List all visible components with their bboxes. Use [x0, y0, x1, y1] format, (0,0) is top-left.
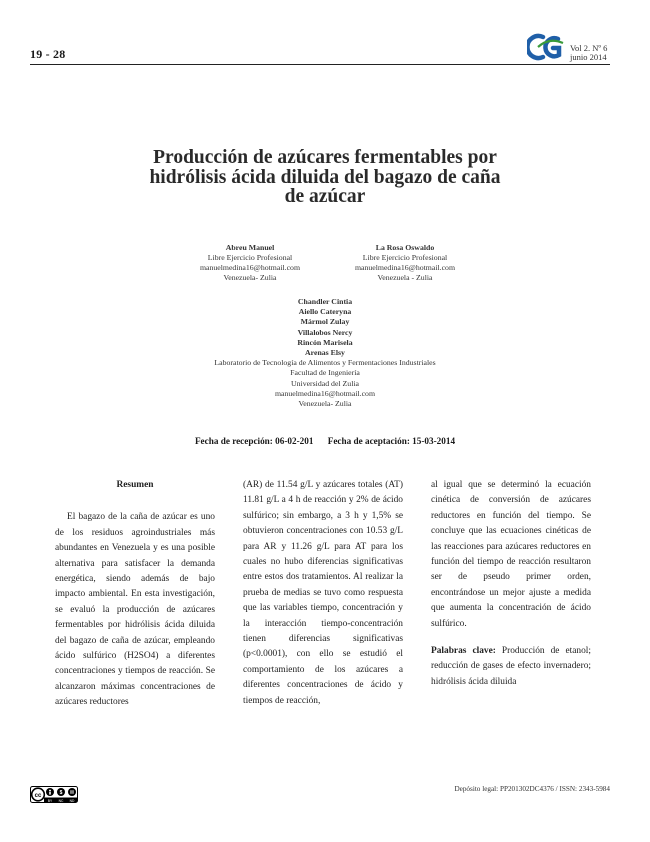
keywords — [431, 644, 591, 690]
abstract-column-3 — [431, 478, 591, 690]
abstract-paragraph: (AR) de 11.54 g/L y azúcares totales (AT) 11.81 g/L a 4 h de reacción y 2% de ácido sulfúrico; sin embargo, a 3 h y 1,5% se obtuvieron concentraciones con 10.53 g/L para AR y 11.26 g/L para AT para los cuales no hubo diferencias significativas entre estos dos tratamientos. Al realizar la prueba de medias se tuvo como respuesta que las variables tiempo, concentración y la interacción tiempo-concentración tienen diferencias significativas (p<0.0001), con ello se estudió el comportamiento de los azúcares a diferentes concentraciones de ácido y tiempos de reacción, — [243, 480, 403, 706]
keywords-text: Producción de etanol; reducción de gases de efecto invernadero; hidrólisis ácida diluida — [431, 646, 592, 687]
author-name: Aiello Cateryna — [298, 307, 352, 317]
author-name: Rincón Marisela — [297, 337, 353, 347]
author-name: Villalobos Nercy — [297, 327, 353, 337]
svg-text:$: $ — [59, 790, 63, 796]
author-affiliation: Libre Ejercicio Profesional — [207, 253, 293, 262]
abstract-heading: Resumen — [116, 480, 154, 490]
abstract-column-1 — [55, 478, 215, 711]
header-divider — [30, 64, 610, 65]
group-location: Venezuela- Zulia — [298, 399, 352, 409]
abstract-paragraph: El bagazo de la caña de azúcar es uno de los residuos agroindustriales más abundantes en Venezuela y es una posible alternativa para satisfacer la demanda energética, siendo además de bajo impacto ambiental. En esta investigación, se evaluó la producción de azúcares fermentables por hidrólisis ácida diluida del bagazo de caña de azúcar, empleando ácido sulfúrico (H2SO4) a diferentes concentraciones y tiempos de reacción. Se alcanzaron máximas concentraciones de azúcares reductores — [55, 512, 215, 708]
accepted-date: Fecha de aceptación: 15-03-2014 — [327, 436, 456, 446]
license-nc: NC — [58, 798, 64, 803]
legal-deposit: Depósito legal: PP201302DC4376 / ISSN: 2343-5984 — [454, 785, 610, 793]
author-affiliation: Libre Ejercicio Profesional — [362, 253, 448, 262]
author-location: Venezuela - Zulia — [377, 273, 433, 282]
group-university: Universidad del Zulia — [291, 378, 359, 388]
author-block — [165, 243, 335, 283]
title-line: hidrólisis ácida diluida del bagazo de caña — [149, 166, 501, 188]
received-date: Fecha de recepción: 06-02-201 — [194, 436, 314, 446]
author-group — [125, 297, 525, 409]
author-email[interactable]: manuelmedina16@hotmail.com — [199, 263, 301, 272]
title-line: de azúcar — [284, 186, 366, 207]
paper-title — [60, 148, 590, 207]
abstract-paragraph: al igual que se determinó la ecuación cinética de conversión de azúcares reductores en función del tiempo. Se concluye que las ecuaciones cinéticas de las reacciones para azúcares reductores en función del tiempo de reacción resultaron ser de pseudo primer orden, encontrándose un mejor ajuste a medida que aumenta la concentración de ácido sulfúrico. — [431, 480, 591, 629]
author-name: La Rosa Oswaldo — [375, 243, 435, 252]
group-laboratory: Laboratorio de Tecnología de Alimentos y Fermentaciones Industriales — [214, 358, 436, 368]
group-faculty: Facultad de Ingeniería — [290, 368, 360, 378]
author-block — [320, 243, 490, 283]
author-email[interactable]: manuelmedina16@hotmail.com — [354, 263, 456, 272]
keywords-label: Palabras clave: — [431, 646, 496, 657]
author-name: Abreu Manuel — [225, 243, 275, 252]
author-name: Mármol Zulay — [300, 317, 350, 327]
license-by: BY — [47, 798, 53, 803]
author-location: Venezuela- Zulia — [223, 273, 277, 282]
journal-logo-icon — [527, 33, 571, 61]
svg-text:cc: cc — [34, 792, 42, 799]
volume-info — [570, 44, 607, 62]
title-line: Producción de azúcares fermentables por — [153, 147, 497, 168]
author-name: Chandler Cintia — [297, 297, 353, 306]
license-nd: ND — [69, 798, 75, 803]
abstract-column-2 — [243, 478, 403, 709]
cc-by-nc-nd-icon[interactable] — [30, 786, 78, 803]
author-name: Arenas Elsy — [305, 348, 345, 358]
issue-date: junio 2014 — [570, 52, 607, 62]
group-email[interactable]: manuelmedina16@hotmail.com — [274, 388, 376, 398]
page-range: 19 - 28 — [30, 47, 66, 61]
volume-number: Vol 2. Nº 6 — [570, 43, 608, 53]
submission-dates — [30, 436, 620, 446]
